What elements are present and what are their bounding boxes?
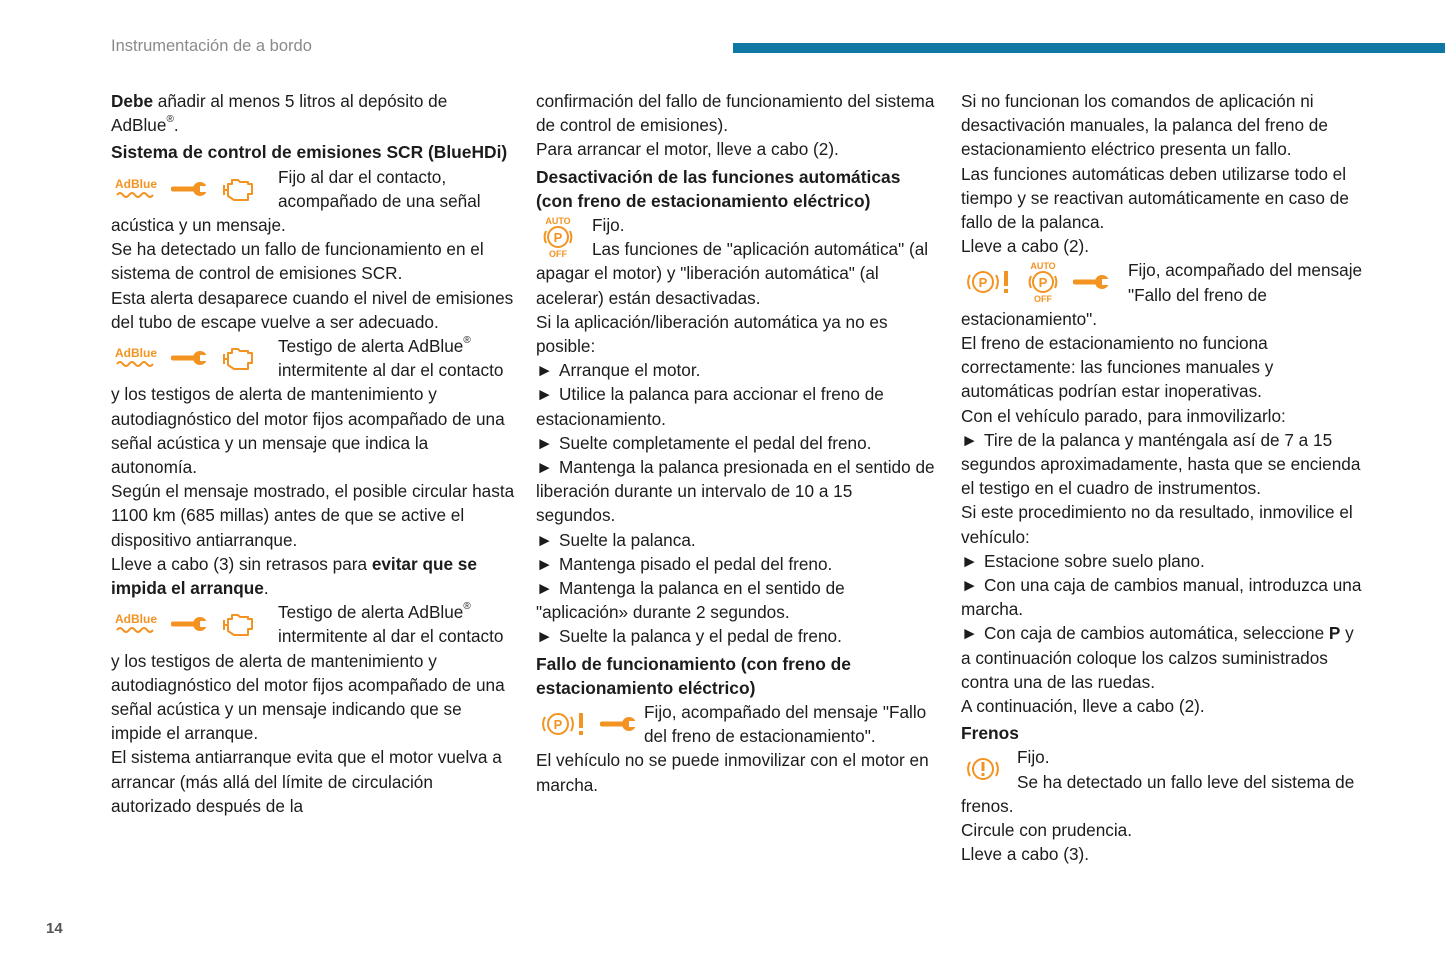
brakes-fixed: Fijo. [1017,747,1050,768]
svg-text:AdBlue: AdBlue [115,176,157,191]
then-action: A continuación, lleve a cabo (2). [961,696,1205,717]
auto-off-icon-group [536,213,592,261]
section-heading-scr: Sistema de control de emisiones SCR (BlueHDi) [111,142,508,163]
parking-auto-off-icon [540,215,576,259]
step-item: ► Suelte la palanca y el pedal de freno. [536,626,842,647]
svg-text:P: P [1038,275,1048,291]
svg-text:AUTO: AUTO [545,216,571,227]
column-3 [961,89,1366,867]
step-item: ► Tire de la palanca y manténgala así de 7 a 15 segundos aproximadamente, hasta que se encienda el testigo en el cuadro de instrumentos. [961,429,1361,499]
wrench-icon [171,347,209,369]
section-heading-auto-functions: Desactivación de las funciones automáticas (con freno de estacionamiento eléctrico) [536,166,901,211]
engine-icon [221,345,257,371]
wrench-icon [171,178,209,200]
step-item: ► Mantenga la palanca en el sentido de "aplicación» durante 2 segundos. [536,578,845,623]
svg-text:AdBlue: AdBlue [115,612,157,627]
step-item: ► Suelte completamente el pedal del freno. [536,432,872,453]
auto-off-description: Las funciones de "aplicación automática" (al apagar el motor) y "liberación automática" (al acelerar) están desactivadas. [536,239,929,308]
fallback-note: Si este procedimiento no da resultado, inmovilice el vehículo: [961,502,1353,547]
engine-icon [221,611,257,637]
svg-text:AdBlue: AdBlue [115,346,157,361]
immobiliser-note: El sistema antiarranque evita que el motor vuelva a arrancar (más allá del límite de circulación autorizado después de la [111,747,502,816]
svg-text:AUTO: AUTO [1030,261,1056,272]
brakes-action: Lleve a cabo (3). [961,844,1090,865]
brake-fault-message: Fijo, acompañado del mensaje "Fallo del freno de estacionamiento". [961,260,1363,329]
immobilize-intro: Con el vehículo parado, para inmovilizarlo: [961,405,1286,426]
svg-text:OFF: OFF [1034,294,1052,305]
step-item: ► Suelte la palanca. [536,529,696,550]
warning-icons-group-1 [111,165,278,213]
section-heading-parking-fault: Fallo de funcionamiento (con freno de estacionamiento eléctrico) [536,653,851,698]
start-engine-note: Para arrancar el motor, lleve a cabo (2). [536,139,839,160]
wrench-icon [1073,271,1111,293]
header-title: Instrumentación de a bordo [111,37,312,55]
svg-text:P: P [553,230,563,246]
step-item: ► Estacione sobre suelo plano. [961,550,1205,571]
parking-brake-fault-icon [965,267,1013,297]
step-item: ► Mantenga la palanca presionada en el sentido de liberación durante un intervalo de 10 a 15 segundos. [536,457,935,526]
svg-text:OFF: OFF [549,249,567,260]
scr-alert-clears: Esta alerta desaparece cuando el nivel de emisiones del tubo de escape vuelve a ser adecuado. [111,287,514,332]
auto-off-condition: Si la aplicación/liberación automática ya no es posible: [536,311,888,357]
step-item: ► Con caja de cambios automática, seleccione P y a continuación coloque los calzos suministrados contra una de las ruedas. [961,623,1354,692]
scr-fault-detected: Se ha detectado un fallo de funcionamiento en el sistema de control de emisiones SCR. [111,239,484,284]
header-accent-bar [733,43,1445,53]
adblue-warning-flashing-autonomy: Testigo de alerta AdBlue® intermitente al dar el contacto y los testigos de alerta de mantenimiento y autodiagnóstico del motor fijos acompañado de una señal acústica y un mensaje que indica la autonomía. [111,335,505,478]
auto-off-fixed: Fijo. [592,215,625,236]
column-1 [111,89,516,818]
brake-warning-icon-group [961,745,1017,793]
step-item: ► Arranque el motor. [536,360,701,381]
page-number: 14 [46,920,63,937]
parking-fault-icon-group [536,700,644,748]
svg-text:P: P [978,275,988,291]
action-note: Lleve a cabo (3) sin retrasos para evitar que se impida el arranque. [111,553,477,599]
brakes-fault: Se ha detectado un fallo leve del sistema de frenos. [961,771,1355,816]
brake-fault-icon-group [961,258,1128,306]
svg-text:P: P [553,717,563,733]
warning-icons-group-2 [111,334,278,382]
engine-icon [221,176,257,202]
wrench-icon [171,613,209,635]
step-item: ► Mantenga pisado el pedal del freno. [536,553,833,574]
step-item: ► Utilice la palanca para accionar el freno de estacionamiento. [536,384,884,429]
adblue-icon [115,344,159,372]
adblue-icon [115,610,159,638]
column-2 [536,89,936,797]
adblue-refill-note: Debe añadir al menos 5 litros al depósito de AdBlue®. [111,91,448,136]
wrench-icon [600,713,638,735]
brake-fault-description: El freno de estacionamiento no funciona correctamente: las funciones manuales y automáticas podrían estar inoperativas. [961,333,1274,402]
brake-warning-icon [965,754,1001,784]
parking-auto-off-icon [1025,260,1061,304]
continued-text: confirmación del fallo de funcionamiento del sistema de control de emisiones). [536,91,935,136]
warning-icons-group-3 [111,600,278,648]
parking-brake-fault-icon [540,709,588,739]
section-heading-brakes: Frenos [961,723,1019,744]
drive-carefully: Circule con prudencia. [961,820,1133,841]
autonomy-note: Según el mensaje mostrado, el posible circular hasta 1100 km (685 millas) antes de que se active el dispositivo antiarranque. [111,481,515,550]
action-note-2: Lleve a cabo (2). [961,236,1090,257]
step-item: ► Con una caja de cambios manual, introduzca una marcha. [961,575,1362,620]
adblue-icon [115,175,159,203]
lever-fault-text: Si no funcionan los comandos de aplicación ni desactivación manuales, la palanca del freno de estacionamiento eléctrico presenta un fallo. [961,91,1328,160]
parking-fault-message: Fijo, acompañado del mensaje "Fallo del freno de estacionamiento". [644,702,927,747]
adblue-warning-fixed: Fijo al dar el contacto, acompañado de una señal acústica y un mensaje. [111,166,481,236]
parking-fault-note: El vehículo no se puede inmovilizar con el motor en marcha. [536,750,929,795]
auto-functions-note: Las funciones automáticas deben utilizarse todo el tiempo y se reactivan automáticamente en caso de fallo de la palanca. [961,163,1349,233]
adblue-warning-start-prevented: Testigo de alerta AdBlue® intermitente al dar el contacto y los testigos de alerta de mantenimiento y autodiagnóstico del motor fijos acompañado de una señal acústica y un mensaje indicando que se impide el arranque. [111,601,505,744]
